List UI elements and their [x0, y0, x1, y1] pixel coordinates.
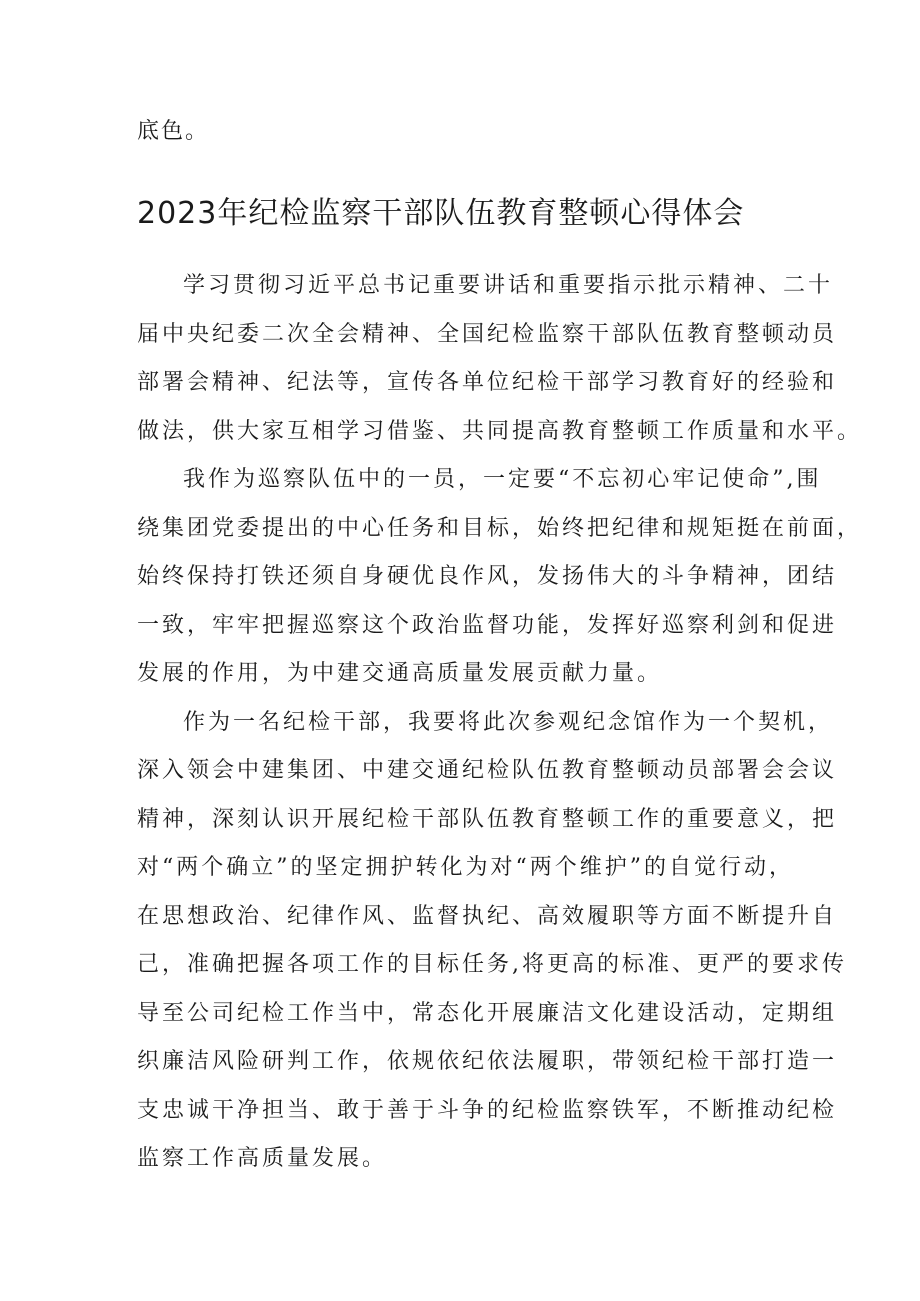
paragraph-line: 深入领会中建集团、中建交通纪检队伍教育整顿动员部署会会议 [137, 758, 838, 783]
document-title: 2023年纪检监察干部队伍教育整顿心得体会 [137, 196, 745, 231]
paragraph-line: 在思想政治、纪律作风、监督执纪、高效履职等方面不断提升自 [137, 903, 838, 929]
paragraph-1 [137, 262, 863, 456]
paragraph-line: 作为一名纪检干部，我要将此次参观纪念馆作为一个契机， [183, 709, 834, 735]
paragraph-line: 届中央纪委二次全会精神、全国纪检监察干部队伍教育整顿动员 [137, 321, 838, 347]
paragraph-line: 己，准确把握各项工作的目标任务,将更高的标准、更严的要求传 [137, 952, 847, 977]
carry-over-text: 底色。 [137, 119, 210, 144]
paragraph-line: 部署会精神、纪法等，宣传各单位纪检干部学习教育好的经验和 [137, 370, 838, 395]
paragraph-line: 支忠诚干净担当、敢于善于斗争的纪检监察铁军，不断推动纪检 [137, 1097, 838, 1123]
paragraph-line: 我作为巡察队伍中的一员，一定要“不忘初心牢记使命”,围 [183, 467, 822, 492]
paragraph-2 [137, 456, 863, 699]
paragraph-line: 绕集团党委提出的中心任务和目标，始终把纪律和规矩挺在前面， [137, 515, 863, 541]
paragraph-line: 发展的作用，为中建交通高质量发展贡献力量。 [137, 661, 663, 686]
paragraph-line: 做法，供大家互相学习借鉴、共同提高教育整顿工作质量和水平。 [137, 418, 863, 444]
paragraph-line: 一致，牢牢把握巡察这个政治监督功能，发挥好巡察利剑和促进 [137, 612, 838, 638]
paragraph-line: 精神，深刻认识开展纪检干部队伍教育整顿工作的重要意义，把 [137, 806, 838, 832]
paragraph-line: 学习贯彻习近平总书记重要讲话和重要指示批示精神、二十 [183, 273, 834, 298]
paragraph-3 [137, 699, 847, 1184]
paragraph-line: 对“两个确立”的坚定拥护转化为对“两个维护”的自觉行动， [137, 855, 794, 880]
document-body [137, 262, 863, 1184]
paragraph-line: 监察工作高质量发展。 [137, 1146, 388, 1171]
paragraph-line: 导至公司纪检工作当中，常态化开展廉洁文化建设活动，定期组 [137, 1000, 838, 1026]
paragraph-line: 织廉洁风险研判工作，依规依纪依法履职，带领纪检干部打造一 [137, 1049, 838, 1074]
paragraph-line: 始终保持打铁还须自身硬优良作风，发扬伟大的斗争精神，团结 [137, 564, 838, 589]
